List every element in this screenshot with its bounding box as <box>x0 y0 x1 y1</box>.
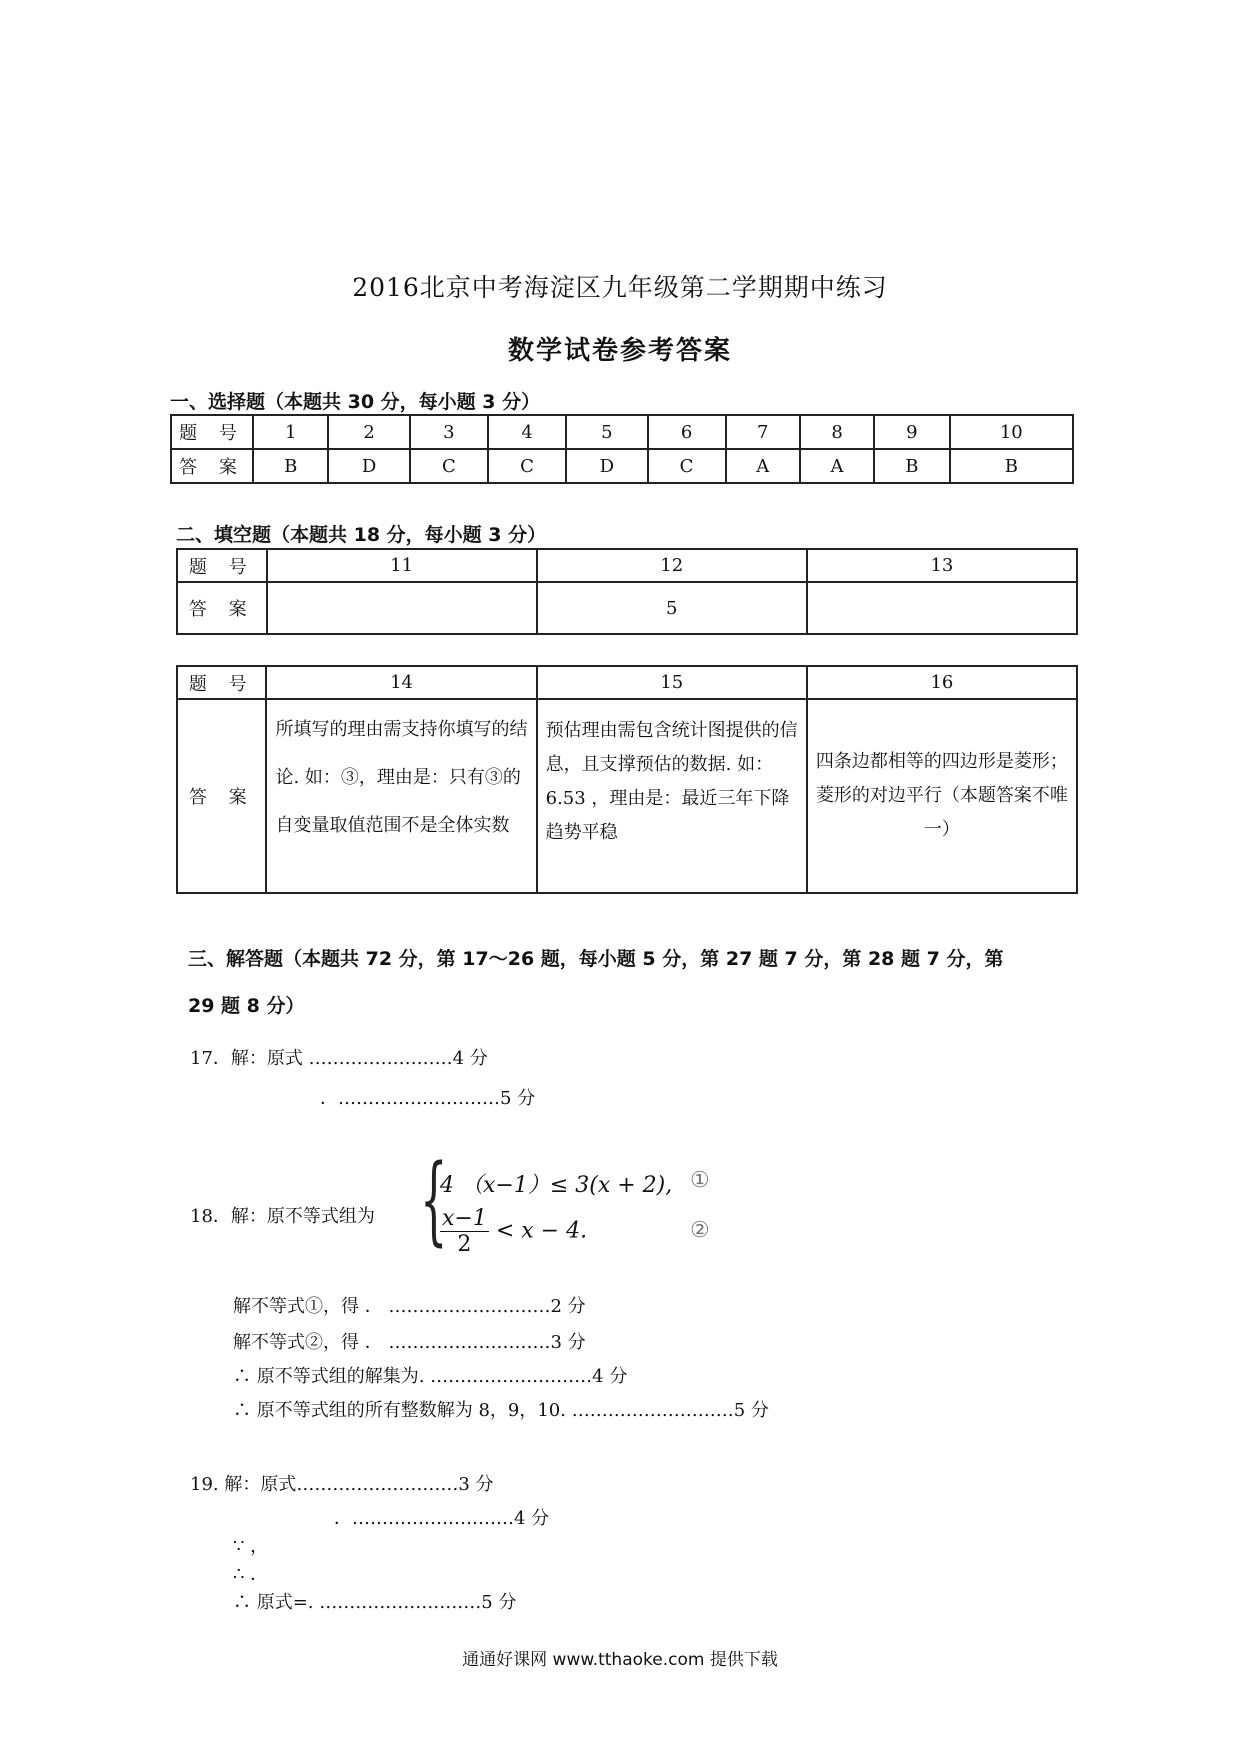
answer-cell: B <box>950 449 1073 483</box>
answer-cell: A <box>726 449 800 483</box>
row-label: 答 案 <box>177 699 266 893</box>
row-label: 题 号 <box>177 666 266 699</box>
answer-cell: 所填写的理由需支持你填写的结论. 如：③，理由是：只有③的自变量取值范围不是全体实数 <box>266 699 536 893</box>
answer-cell: B <box>874 449 949 483</box>
circled-one-marker: ① <box>690 1168 710 1193</box>
page-subtitle: 数学试卷参考答案 <box>507 336 732 366</box>
answer-cell: 预估理由需包含统计图提供的信息，且支撑预估的数据. 如：6.53 ，理由是：最近三年下降趋势平稳 <box>537 699 807 893</box>
section1-heading: 一、选择题（本题共 30 分，每小题 3 分） <box>170 391 541 413</box>
q18-label: 18．解：原不等式组为 <box>190 1206 375 1227</box>
answer-cell: C <box>410 449 488 483</box>
table-row <box>171 449 1073 483</box>
question-number: 8 <box>800 415 874 449</box>
question-number: 3 <box>410 415 488 449</box>
q19-line5: ∴ 原式=. ………………………5 分 <box>233 1592 517 1613</box>
question-number: 5 <box>566 415 647 449</box>
question-number: 4 <box>488 415 566 449</box>
table-row <box>177 699 1077 893</box>
page-title: 2016北京中考海淀区九年级第二学期期中练习 <box>352 273 888 302</box>
q18-step2: 解不等式②，得 ． ………………………3 分 <box>233 1332 586 1353</box>
q17-line2: ．………………………5 分 <box>320 1088 536 1109</box>
answer-cell: D <box>328 449 409 483</box>
table-row <box>177 582 1077 634</box>
row-label: 题 号 <box>177 549 267 582</box>
question-number: 12 <box>537 549 807 582</box>
table-row <box>171 415 1073 449</box>
answer-cell <box>807 582 1077 634</box>
answer-cell: D <box>566 449 647 483</box>
question-number: 13 <box>807 549 1077 582</box>
fill-answer-table-b <box>176 665 1078 894</box>
q18-inequality-1: 4 （x−1）≤ 3(x + 2), <box>440 1173 673 1198</box>
row-label: 答 案 <box>177 582 267 634</box>
question-number: 2 <box>328 415 409 449</box>
question-number: 15 <box>537 666 807 699</box>
q19-line1: 19. 解：原式………………………3 分 <box>190 1474 494 1495</box>
fraction: $\frac{x-1}{2}$ <box>442 1206 487 1257</box>
row-label: 答 案 <box>171 449 253 483</box>
answer-cell: 5 <box>537 582 807 634</box>
row-label: 题 号 <box>171 415 253 449</box>
section3-heading-line1: 三、解答题（本题共 72 分，第 17～26 题，每小题 5 分，第 27 题 7 分，第 28 题 7 分，第 <box>188 948 1004 970</box>
answer-cell: 四条边都相等的四边形是菱形；菱形的对边平行（本题答案不唯一） <box>807 699 1077 893</box>
answer-cell <box>267 582 537 634</box>
answer-cell: C <box>488 449 566 483</box>
question-number: 16 <box>807 666 1077 699</box>
q18-step4: ∴ 原不等式组的所有整数解为 8，9，10. ………………………5 分 <box>233 1400 769 1421</box>
table-row <box>177 549 1077 582</box>
question-number: 7 <box>726 415 800 449</box>
q18-step1: 解不等式①，得 ． ………………………2 分 <box>233 1296 586 1317</box>
q18-step3: ∴ 原不等式组的解集为. ………………………4 分 <box>233 1366 628 1387</box>
choice-answer-table <box>170 414 1074 484</box>
question-number: 9 <box>874 415 949 449</box>
footer-credit: 通通好课网 www.tthaoke.com 提供下载 <box>462 1650 778 1670</box>
fill-answer-table-a <box>176 548 1078 635</box>
question-number: 10 <box>950 415 1073 449</box>
q18-inequality-2: $\frac{x-1}{2}$ < x − 4. <box>442 1206 588 1257</box>
left-brace-icon: { <box>420 1144 448 1256</box>
answer-cell: B <box>253 449 328 483</box>
section2-heading: 二、填空题（本题共 18 分，每小题 3 分） <box>176 524 547 546</box>
answer-cell: C <box>648 449 726 483</box>
circled-two-marker: ② <box>690 1218 710 1243</box>
q19-line2: ．………………………4 分 <box>334 1508 550 1529</box>
answer-cell: A <box>800 449 874 483</box>
q19-line4: ∴ ． <box>233 1564 269 1585</box>
q17-line1: 17．解：原式 ……………………4 分 <box>190 1048 488 1069</box>
question-number: 11 <box>267 549 537 582</box>
question-number: 14 <box>266 666 536 699</box>
question-number: 6 <box>648 415 726 449</box>
section3-heading-line2: 29 题 8 分） <box>188 995 305 1017</box>
question-number: 1 <box>253 415 328 449</box>
q19-line3: ∵ ， <box>233 1536 269 1557</box>
table-row <box>177 666 1077 699</box>
